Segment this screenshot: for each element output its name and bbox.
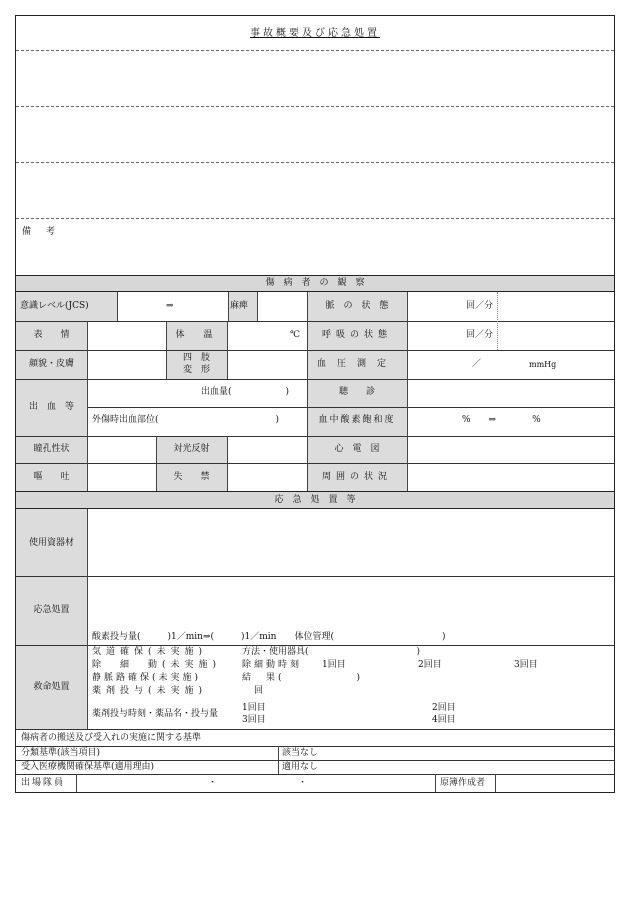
airway: 気道確保(未実施) — [92, 647, 208, 657]
grid-line — [435, 774, 436, 792]
grid-line — [16, 729, 614, 730]
spo2-label: 血中酸素飽和度 — [318, 415, 396, 425]
consciousness-label: 意識レベル(JCS) — [20, 301, 89, 311]
complexion-label: 顔貌・皮膚 — [28, 359, 74, 369]
grid-line — [87, 407, 614, 408]
pulse-label: 脈 の 状 態 — [325, 301, 389, 311]
grid-line — [16, 774, 614, 775]
criteria-title: 傷病者の搬送及び受入れの実施に関する基準 — [21, 733, 202, 743]
crew-separator: ・ — [208, 778, 218, 788]
grid-line — [16, 645, 614, 646]
narrative-line — [16, 162, 614, 163]
grid-line — [16, 350, 614, 351]
drug-round-4: 4回目 — [432, 715, 456, 725]
bp-unit: mmHg — [529, 360, 557, 369]
lifesaving-label: 救命処置 — [33, 682, 70, 692]
grid-line — [16, 576, 614, 577]
result: 結 果( ) — [242, 673, 364, 683]
defib-round-2: 2回目 — [418, 660, 442, 670]
grid-line — [87, 509, 88, 729]
auscultation-label: 聴 診 — [338, 387, 375, 397]
classification-label: 分類基準(該当項目) — [21, 748, 101, 758]
drug-round-1: 1回目 — [242, 703, 266, 713]
oxygen-line: 酸素投与量( )1／min⇒( )1／min 体位管理( ) — [92, 632, 446, 642]
grid-line — [407, 292, 408, 491]
grid-line — [227, 436, 228, 491]
incontinence-label: 失 禁 — [173, 472, 210, 482]
grid-line — [117, 292, 118, 321]
incident-report-form — [15, 15, 615, 793]
bleeding-label: 出 血 等 — [28, 402, 74, 412]
iv-access: 静脈路確保(未実施) — [92, 673, 202, 683]
crew-separator: ・ — [298, 778, 308, 788]
grid-line — [16, 436, 614, 437]
equipment-label: 使用資器材 — [28, 538, 74, 548]
classification-value: 該当なし — [282, 748, 319, 758]
grid-line — [16, 746, 614, 747]
narrative-line — [16, 50, 614, 51]
author-label: 原簿作成者 — [440, 778, 486, 788]
grid-line — [227, 321, 228, 379]
limbs-label-2: 変 形 — [182, 365, 210, 375]
expression-label: 表 情 — [33, 330, 70, 340]
grid-line — [495, 774, 496, 792]
grid-line — [228, 292, 229, 321]
vomiting-label: 嘔 吐 — [33, 472, 70, 482]
grid-line — [87, 321, 88, 379]
defibrillation: 除 細 動(未実施) — [92, 660, 222, 670]
external-bleeding-site: 外傷時出血部位( ) — [92, 415, 280, 425]
light-reflex-label: 対光反射 — [173, 444, 210, 454]
drug-round-3: 3回目 — [242, 715, 266, 725]
care-header: 応 急 処 置 等 — [274, 495, 356, 505]
drug-round-2: 2回目 — [432, 703, 456, 713]
respiration-label: 呼吸の状態 — [321, 330, 392, 340]
defib-round-3: 3回目 — [514, 660, 538, 670]
grid-line — [497, 292, 498, 350]
arrow: ⇒ — [166, 301, 174, 311]
crew-label: 出場隊員 — [21, 778, 66, 788]
grid-line — [257, 292, 258, 321]
defib-time-label: 除細動時刻 — [242, 660, 303, 670]
bp-label: 血圧測定 — [316, 359, 397, 369]
respiration-unit: 回／分 — [466, 330, 494, 340]
form-title: 事故概要及び応急処置 — [250, 28, 380, 39]
observation-header: 傷 病 者 の 観 察 — [265, 278, 365, 288]
bp-slash: ／ — [472, 359, 482, 369]
ecg-label: 心 電 図 — [334, 444, 380, 454]
spo2-value: % ⇒ % — [462, 415, 541, 425]
grid-line — [16, 760, 614, 761]
paralysis-label: 麻痺 — [230, 301, 249, 311]
pupil-label: 瞳孔性状 — [33, 444, 70, 454]
defib-round-1: 1回目 — [322, 660, 346, 670]
remarks-label: 備 考 — [22, 227, 59, 237]
pulse-unit: 回／分 — [466, 301, 494, 311]
drug-detail-label: 薬剤投与時刻・薬品名・投与量 — [92, 709, 219, 719]
grid-line — [16, 321, 614, 322]
blood-volume: 出血量( ) — [201, 387, 290, 397]
airway-method: 方法・使用器具( ) — [242, 647, 421, 657]
grid-line — [76, 774, 77, 792]
narrative-line — [16, 218, 614, 219]
body-temp-label: 体 温 — [175, 330, 218, 340]
hospital-criteria-value: 適用なし — [282, 762, 319, 772]
drug-times: 回 — [254, 686, 264, 696]
narrative-line — [16, 106, 614, 107]
grid-line — [16, 379, 614, 380]
grid-line — [16, 463, 614, 464]
hospital-criteria-label: 受入医療機関確保基準(適用理由) — [21, 762, 155, 772]
first-aid-label: 応急処置 — [33, 605, 70, 615]
surroundings-label: 周囲の状況 — [321, 472, 392, 482]
limbs-label-1: 四 肢 — [182, 353, 210, 363]
celsius-unit: ℃ — [290, 330, 301, 340]
drug-admin: 薬剤投与(未実施) — [92, 686, 208, 696]
grid-line — [87, 379, 88, 491]
